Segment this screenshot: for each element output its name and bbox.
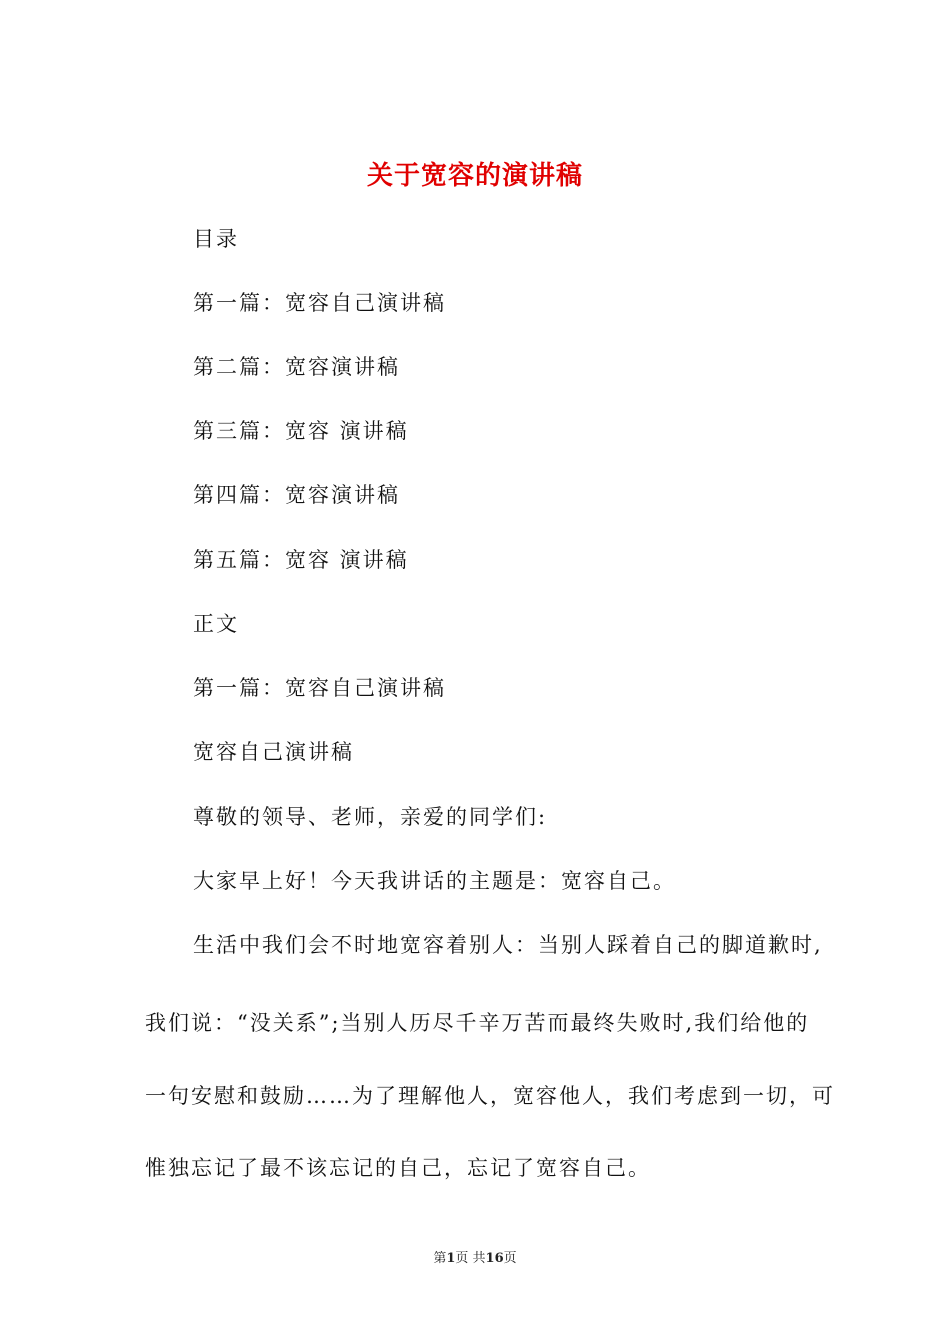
footer-middle: 页 共 <box>455 1251 486 1266</box>
paragraph-line: 生活中我们会不时地宽容着别人：当别人踩着自己的脚道歉时, <box>193 933 823 957</box>
toc-item: 第四篇：宽容演讲稿 <box>193 483 400 507</box>
footer-suffix: 页 <box>503 1251 517 1266</box>
page-footer <box>0 1247 950 1266</box>
greeting-line: 尊敬的领导、老师，亲爱的同学们: <box>193 805 548 829</box>
toc-item: 第一篇：宽容自己演讲稿 <box>193 291 446 315</box>
toc-heading: 目录 <box>193 227 239 251</box>
toc-item: 第五篇：宽容 演讲稿 <box>193 548 409 572</box>
footer-total-pages: 16 <box>485 1251 504 1266</box>
body-heading: 正文 <box>193 612 239 636</box>
footer-page-number: 1 <box>446 1251 456 1266</box>
opening-line: 大家早上好！今天我讲话的主题是：宽容自己。 <box>193 869 676 893</box>
section-subtitle: 宽容自己演讲稿 <box>193 740 354 764</box>
section-title: 第一篇：宽容自己演讲稿 <box>193 676 446 700</box>
footer-prefix: 第 <box>433 1251 447 1266</box>
toc-item: 第二篇：宽容演讲稿 <box>193 355 400 379</box>
toc-item: 第三篇：宽容 演讲稿 <box>193 419 409 443</box>
document-title: 关于宽容的演讲稿 <box>366 161 583 191</box>
paragraph-line: 一句安慰和鼓励……为了理解他人，宽容他人，我们考虑到一切，可 <box>145 1084 835 1108</box>
paragraph-line: 我们说：“没关系”;当别人历尽千辛万苦而最终失败时,我们给他的 <box>145 1011 810 1035</box>
paragraph-line: 惟独忘记了最不该忘记的自己，忘记了宽容自己。 <box>145 1156 651 1180</box>
